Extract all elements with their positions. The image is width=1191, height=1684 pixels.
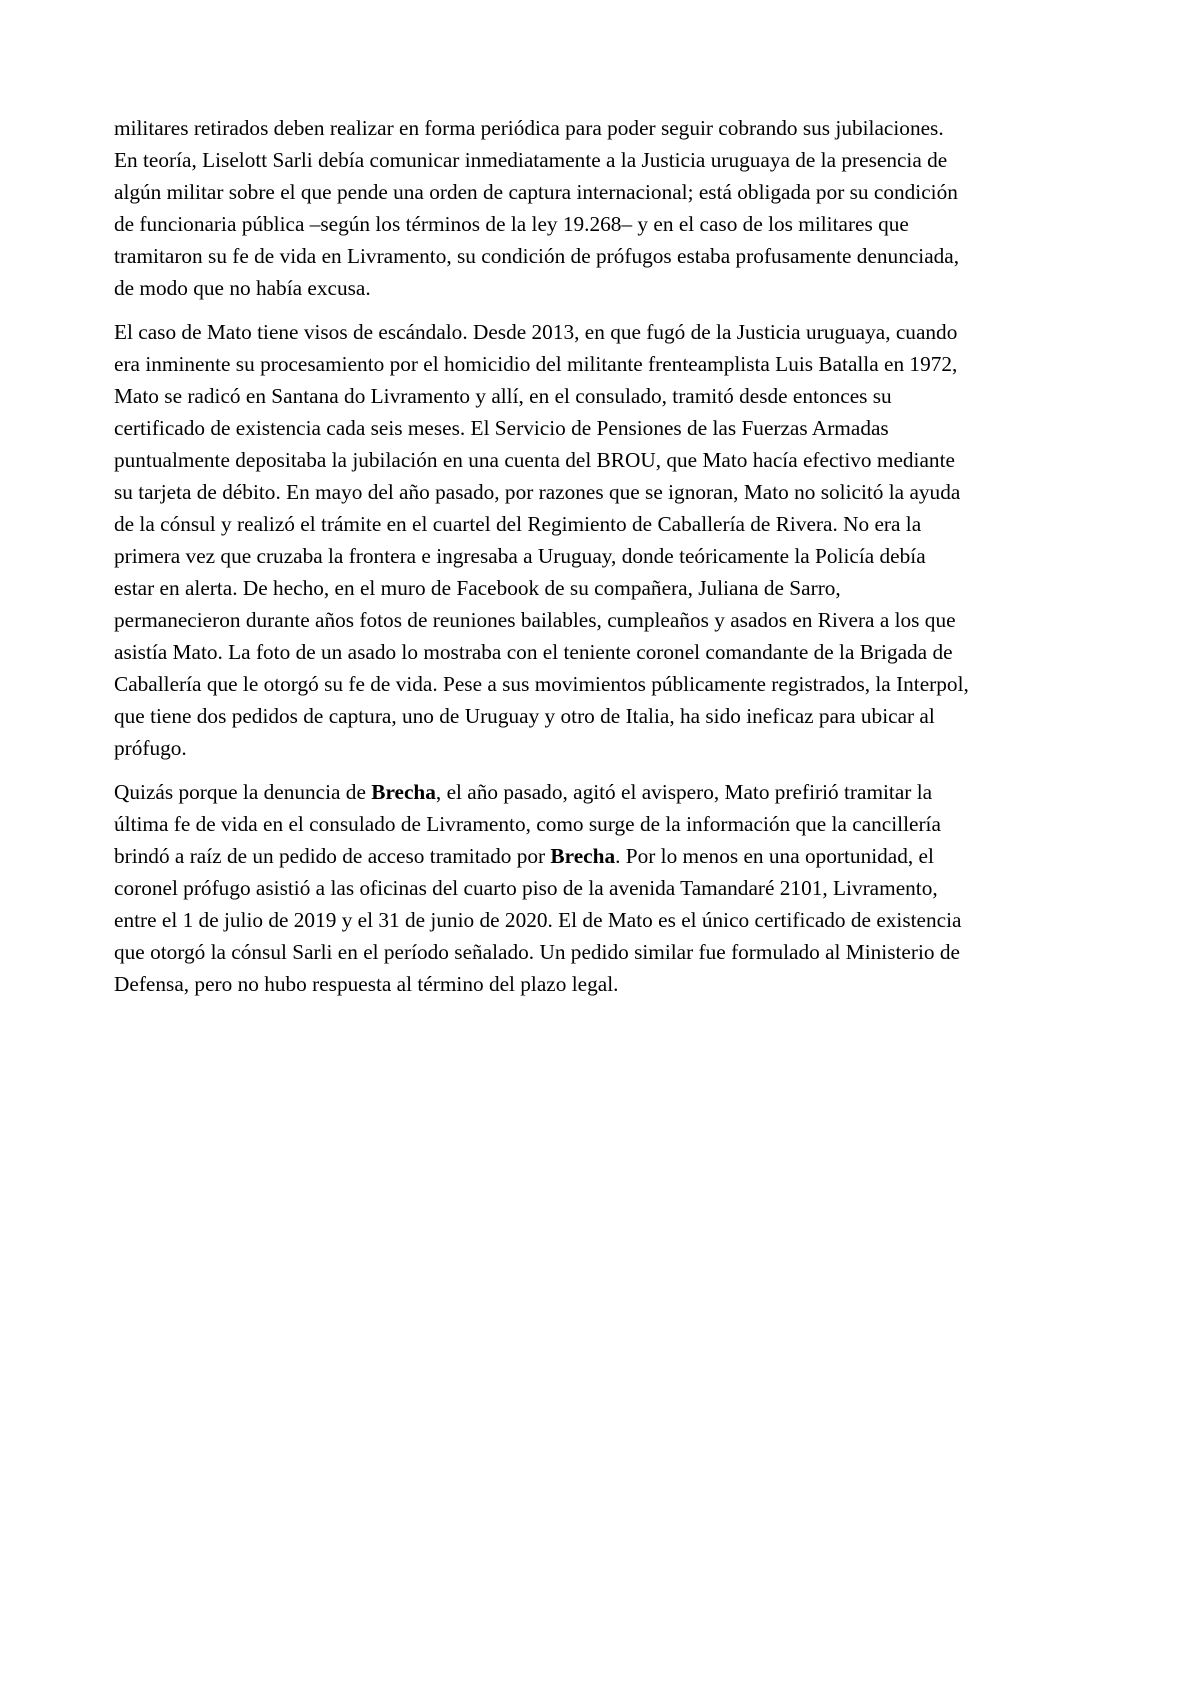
paragraph-text: , el año pasado, agitó el avispero, Mato prefirió tramitar la última fe de vida en el consulado de Livramento, como surge de la información que la cancillería brindó a raíz de un pedido de acceso tramitado por xyxy=(114,780,941,868)
paragraph-text: Quizás porque la denuncia de xyxy=(114,780,372,804)
publication-name: Brecha xyxy=(550,844,616,868)
paragraph-text: militares retirados deben realizar en forma periódica para poder seguir cobrando sus jubilaciones. En teoría, Liselott Sarli debía comunicar inmediatamente a la Justicia uruguaya de la presencia de algún militar sobre el que pende una orden de captura internacional; está obligada por su condición de funcionaria pública –según los términos de la ley 19.268– y en el caso de los militares que tramitaron su fe de vida en Livramento, su condición de prófugos estaba profusamente denunciada, de modo que no había excusa. xyxy=(114,116,960,300)
paragraph-1 xyxy=(114,112,1084,304)
article-body xyxy=(114,112,1084,1012)
paragraph-text: El caso de Mato tiene visos de escándalo. Desde 2013, en que fugó de la Justicia uruguaya, cuando era inminente su procesamiento por el homicidio del militante frenteamplista Luis Batalla en 1972, Mato se radicó en Santana do Livramento y allí, en el consulado, tramitó desde entonces su certificado de existencia cada seis meses. El Servicio de Pensiones de las Fuerzas Armadas puntualmente depositaba la jubilación en una cuenta del BROU, que Mato hacía efectivo mediante su tarjeta de débito. En mayo del año pasado, por razones que se ignoran, Mato no solicitó la ayuda de la cónsul y realizó el trámite en el cuartel del Regimiento de Caballería de Rivera. No era la primera vez que cruzaba la frontera e ingresaba a Uruguay, donde teóricamente la Policía debía estar en alerta. De hecho, en el muro de Facebook de su compañera, Juliana de Sarro, permanecieron durante años fotos de reuniones bailables, cumpleaños y asados en Rivera a los que asistía Mato. La foto de un asado lo mostraba con el teniente coronel comandante de la Brigada de Caballería que le otorgó su fe de vida. Pese a sus movimientos públicamente registrados, la Interpol, que tiene dos pedidos de captura, uno de Uruguay y otro de Italia, ha sido ineficaz para ubicar al prófugo. xyxy=(114,320,969,760)
publication-name: Brecha xyxy=(371,780,436,804)
paragraph-3 xyxy=(114,776,1084,1000)
paragraph-2 xyxy=(114,316,1084,764)
paragraph-text: . Por lo menos en una oportunidad, el coronel prófugo asistió a las oficinas del cuarto piso de la avenida Tamandaré 2101, Livramento, entre el 1 de julio de 2019 y el 31 de junio de 2020. El de Mato es el único certificado de existencia que otorgó la cónsul Sarli en el período señalado. Un pedido similar fue formulado al Ministerio de Defensa, pero no hubo respuesta al término del plazo legal. xyxy=(114,844,962,996)
